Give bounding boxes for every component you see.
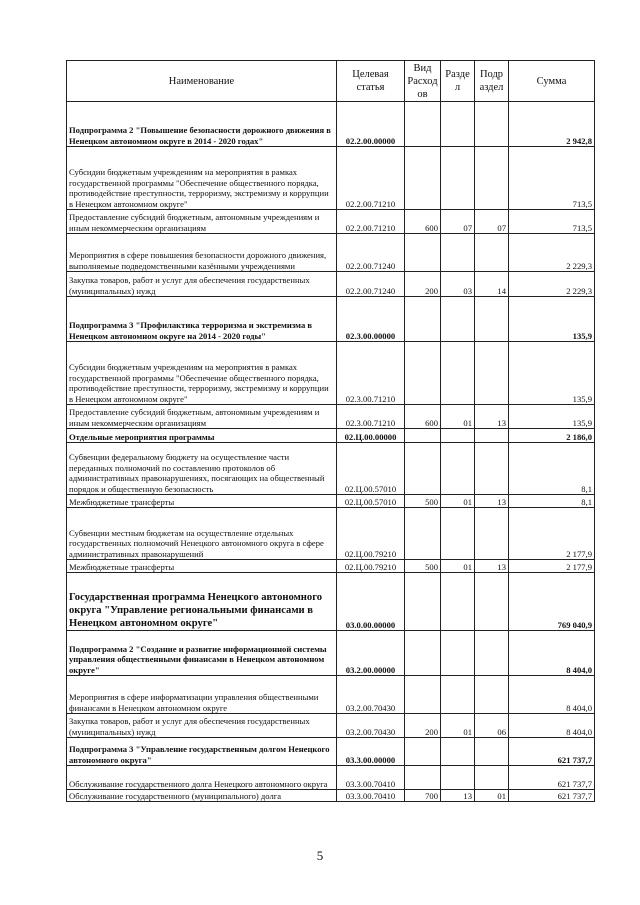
cell-rz — [441, 443, 475, 495]
table-row — [67, 573, 595, 631]
cell-name: Мероприятия в сфере повышения безопасности дорожного движения, выполняемые подведомственными казёнными учреждениями — [67, 234, 337, 272]
cell-sum: 713,5 — [509, 210, 595, 234]
cell-pr — [475, 631, 509, 676]
cell-name: Подпрограмма 3 "Управление государственным долгом Ненецкого автономного округа" — [67, 738, 337, 766]
cell-name: Межбюджетные трансферты — [67, 560, 337, 573]
cell-code: 02.2.00.71240 — [337, 234, 405, 272]
cell-rz — [441, 147, 475, 210]
cell-rz — [441, 297, 475, 342]
cell-rz — [441, 342, 475, 405]
table-row — [67, 102, 595, 147]
cell-code: 03.3.00.70410 — [337, 790, 405, 802]
table-row — [67, 766, 595, 790]
cell-code: 02.2.00.71240 — [337, 272, 405, 297]
cell-sum: 8 404,0 — [509, 631, 595, 676]
cell-name: Предоставление субсидий бюджетным, автономным учреждениям и иным некоммерческим организациям — [67, 210, 337, 234]
table-row — [67, 272, 595, 297]
cell-sum: 713,5 — [509, 147, 595, 210]
cell-name: Подпрограмма 2 "Повышение безопасности дорожного движения в Ненецком автономном округе в 2014 - 2020 годах" — [67, 102, 337, 147]
cell-vr: 600 — [405, 405, 441, 429]
table-row — [67, 495, 595, 508]
cell-name: Мероприятия в сфере информатизации управления общественными финансами в Ненецком автономном округе — [67, 676, 337, 714]
cell-vr: 200 — [405, 714, 441, 738]
cell-sum: 2 229,3 — [509, 234, 595, 272]
cell-vr — [405, 573, 441, 631]
table-header-row — [67, 61, 595, 102]
cell-pr: 13 — [475, 495, 509, 508]
cell-code: 03.0.00.00000 — [337, 573, 405, 631]
cell-code: 03.3.00.70410 — [337, 766, 405, 790]
cell-name: Обслуживание государственного долга Ненецкого автономного округа — [67, 766, 337, 790]
cell-pr: 13 — [475, 560, 509, 573]
cell-pr — [475, 429, 509, 443]
cell-pr — [475, 234, 509, 272]
cell-pr: 06 — [475, 714, 509, 738]
cell-vr — [405, 147, 441, 210]
cell-vr: 700 — [405, 790, 441, 802]
cell-vr — [405, 297, 441, 342]
cell-code: 02.Ц.00.79210 — [337, 560, 405, 573]
cell-code: 03.2.00.70430 — [337, 714, 405, 738]
cell-code: 02.3.00.00000 — [337, 297, 405, 342]
cell-vr — [405, 102, 441, 147]
cell-sum: 621 737,7 — [509, 738, 595, 766]
cell-rz: 01 — [441, 714, 475, 738]
cell-code: 03.2.00.70430 — [337, 676, 405, 714]
table-row — [67, 342, 595, 405]
cell-pr — [475, 508, 509, 560]
cell-code: 02.2.00.00000 — [337, 102, 405, 147]
cell-pr — [475, 738, 509, 766]
cell-sum: 135,9 — [509, 342, 595, 405]
header-pr: Подр аздел — [475, 61, 509, 102]
cell-rz: 07 — [441, 210, 475, 234]
header-sum: Сумма — [509, 61, 595, 102]
cell-code: 02.3.00.71210 — [337, 342, 405, 405]
cell-code: 02.3.00.71210 — [337, 405, 405, 429]
cell-sum: 621 737,7 — [509, 790, 595, 802]
cell-rz: 01 — [441, 495, 475, 508]
cell-vr — [405, 342, 441, 405]
cell-vr: 200 — [405, 272, 441, 297]
cell-sum: 8 404,0 — [509, 714, 595, 738]
table-row — [67, 297, 595, 342]
cell-vr: 500 — [405, 560, 441, 573]
cell-rz — [441, 631, 475, 676]
cell-code: 02.Ц.00.00000 — [337, 429, 405, 443]
cell-code: 02.Ц.00.57010 — [337, 495, 405, 508]
cell-vr: 500 — [405, 495, 441, 508]
table-row — [67, 405, 595, 429]
cell-sum: 135,9 — [509, 405, 595, 429]
cell-name: Подпрограмма 2 "Создание и развитие информационной системы управления общественными финансами в Ненецком автономном округе" — [67, 631, 337, 676]
table-row — [67, 429, 595, 443]
table-row — [67, 234, 595, 272]
cell-rz: 01 — [441, 405, 475, 429]
cell-pr — [475, 766, 509, 790]
cell-vr — [405, 738, 441, 766]
cell-name: Обслуживание государственного (муниципального) долга — [67, 790, 337, 802]
cell-pr — [475, 676, 509, 714]
cell-rz — [441, 738, 475, 766]
cell-sum: 2 942,8 — [509, 102, 595, 147]
cell-rz — [441, 429, 475, 443]
cell-sum: 2 177,9 — [509, 560, 595, 573]
table-row — [67, 210, 595, 234]
cell-vr — [405, 234, 441, 272]
cell-code: 03.3.00.00000 — [337, 738, 405, 766]
cell-name: Межбюджетные трансферты — [67, 495, 337, 508]
cell-name: Субвенции местным бюджетам на осуществление отдельных государственных полномочий Ненецкого автономного округа в сфере административных правонарушений — [67, 508, 337, 560]
cell-sum: 8,1 — [509, 443, 595, 495]
cell-rz — [441, 676, 475, 714]
cell-name: Закупка товаров, работ и услуг для обеспечения государственных (муниципальных) нужд — [67, 272, 337, 297]
table-row — [67, 790, 595, 802]
cell-vr — [405, 766, 441, 790]
cell-pr: 07 — [475, 210, 509, 234]
cell-name: Государственная программа Ненецкого автономного округа "Управление региональными финансами в Ненецком автономном округе" — [67, 573, 337, 631]
cell-pr: 13 — [475, 405, 509, 429]
cell-vr — [405, 508, 441, 560]
table-row — [67, 508, 595, 560]
header-rz: Разде л — [441, 61, 475, 102]
table-row — [67, 147, 595, 210]
cell-name: Субвенции федеральному бюджету на осуществление части переданных полномочий по составлению протоколов об административных правонарушениях, посягающих на общественный порядок и общественную безопасность — [67, 443, 337, 495]
cell-rz — [441, 234, 475, 272]
cell-rz — [441, 102, 475, 147]
table-row — [67, 738, 595, 766]
cell-rz: 13 — [441, 790, 475, 802]
cell-rz: 03 — [441, 272, 475, 297]
header-name: Наименование — [67, 61, 337, 102]
cell-pr — [475, 102, 509, 147]
cell-name: Закупка товаров, работ и услуг для обеспечения государственных (муниципальных) нужд — [67, 714, 337, 738]
cell-vr — [405, 676, 441, 714]
cell-vr — [405, 429, 441, 443]
cell-pr: 14 — [475, 272, 509, 297]
page-number: 5 — [316, 848, 324, 863]
cell-code: 02.2.00.71210 — [337, 147, 405, 210]
cell-name: Подпрограмма 3 "Профилактика терроризма и экстремизма в Ненецком автономном округе на 2014 - 2020 годы" — [67, 297, 337, 342]
cell-vr: 600 — [405, 210, 441, 234]
cell-pr — [475, 573, 509, 631]
cell-code: 02.2.00.71210 — [337, 210, 405, 234]
header-code: Целевая статья — [337, 61, 405, 102]
cell-sum: 2 229,3 — [509, 272, 595, 297]
cell-name: Субсидии бюджетным учреждениям на мероприятия в рамках государственной программы "Обеспечение общественного порядка, противодействие преступности, терроризму, экстремизму и коррупции в Ненецком автономном округе" — [67, 147, 337, 210]
cell-sum: 2 186,0 — [509, 429, 595, 443]
cell-sum: 2 177,9 — [509, 508, 595, 560]
budget-table — [66, 60, 595, 802]
cell-rz: 01 — [441, 560, 475, 573]
cell-sum: 135,9 — [509, 297, 595, 342]
cell-pr — [475, 147, 509, 210]
table-row — [67, 714, 595, 738]
cell-vr — [405, 443, 441, 495]
table-row — [67, 560, 595, 573]
table-row — [67, 443, 595, 495]
header-vr: Вид Расход ов — [405, 61, 441, 102]
cell-pr — [475, 342, 509, 405]
cell-name: Субсидии бюджетным учреждениям на мероприятия в рамках государственной программы "Обеспечение общественного порядка, противодействие преступности, терроризму, экстремизму и коррупции в Ненецком автономном округе" — [67, 342, 337, 405]
cell-code: 03.2.00.00000 — [337, 631, 405, 676]
cell-pr — [475, 297, 509, 342]
cell-pr: 01 — [475, 790, 509, 802]
cell-sum: 8 404,0 — [509, 676, 595, 714]
cell-rz — [441, 508, 475, 560]
cell-sum: 769 040,9 — [509, 573, 595, 631]
table-row — [67, 676, 595, 714]
table-row — [67, 631, 595, 676]
cell-sum: 621 737,7 — [509, 766, 595, 790]
cell-rz — [441, 766, 475, 790]
cell-code: 02.Ц.00.79210 — [337, 508, 405, 560]
cell-vr — [405, 631, 441, 676]
cell-code: 02.Ц.00.57010 — [337, 443, 405, 495]
cell-name: Отдельные мероприятия программы — [67, 429, 337, 443]
cell-rz — [441, 573, 475, 631]
cell-name: Предоставление субсидий бюджетным, автономным учреждениям и иным некоммерческим организациям — [67, 405, 337, 429]
cell-sum: 8,1 — [509, 495, 595, 508]
cell-pr — [475, 443, 509, 495]
